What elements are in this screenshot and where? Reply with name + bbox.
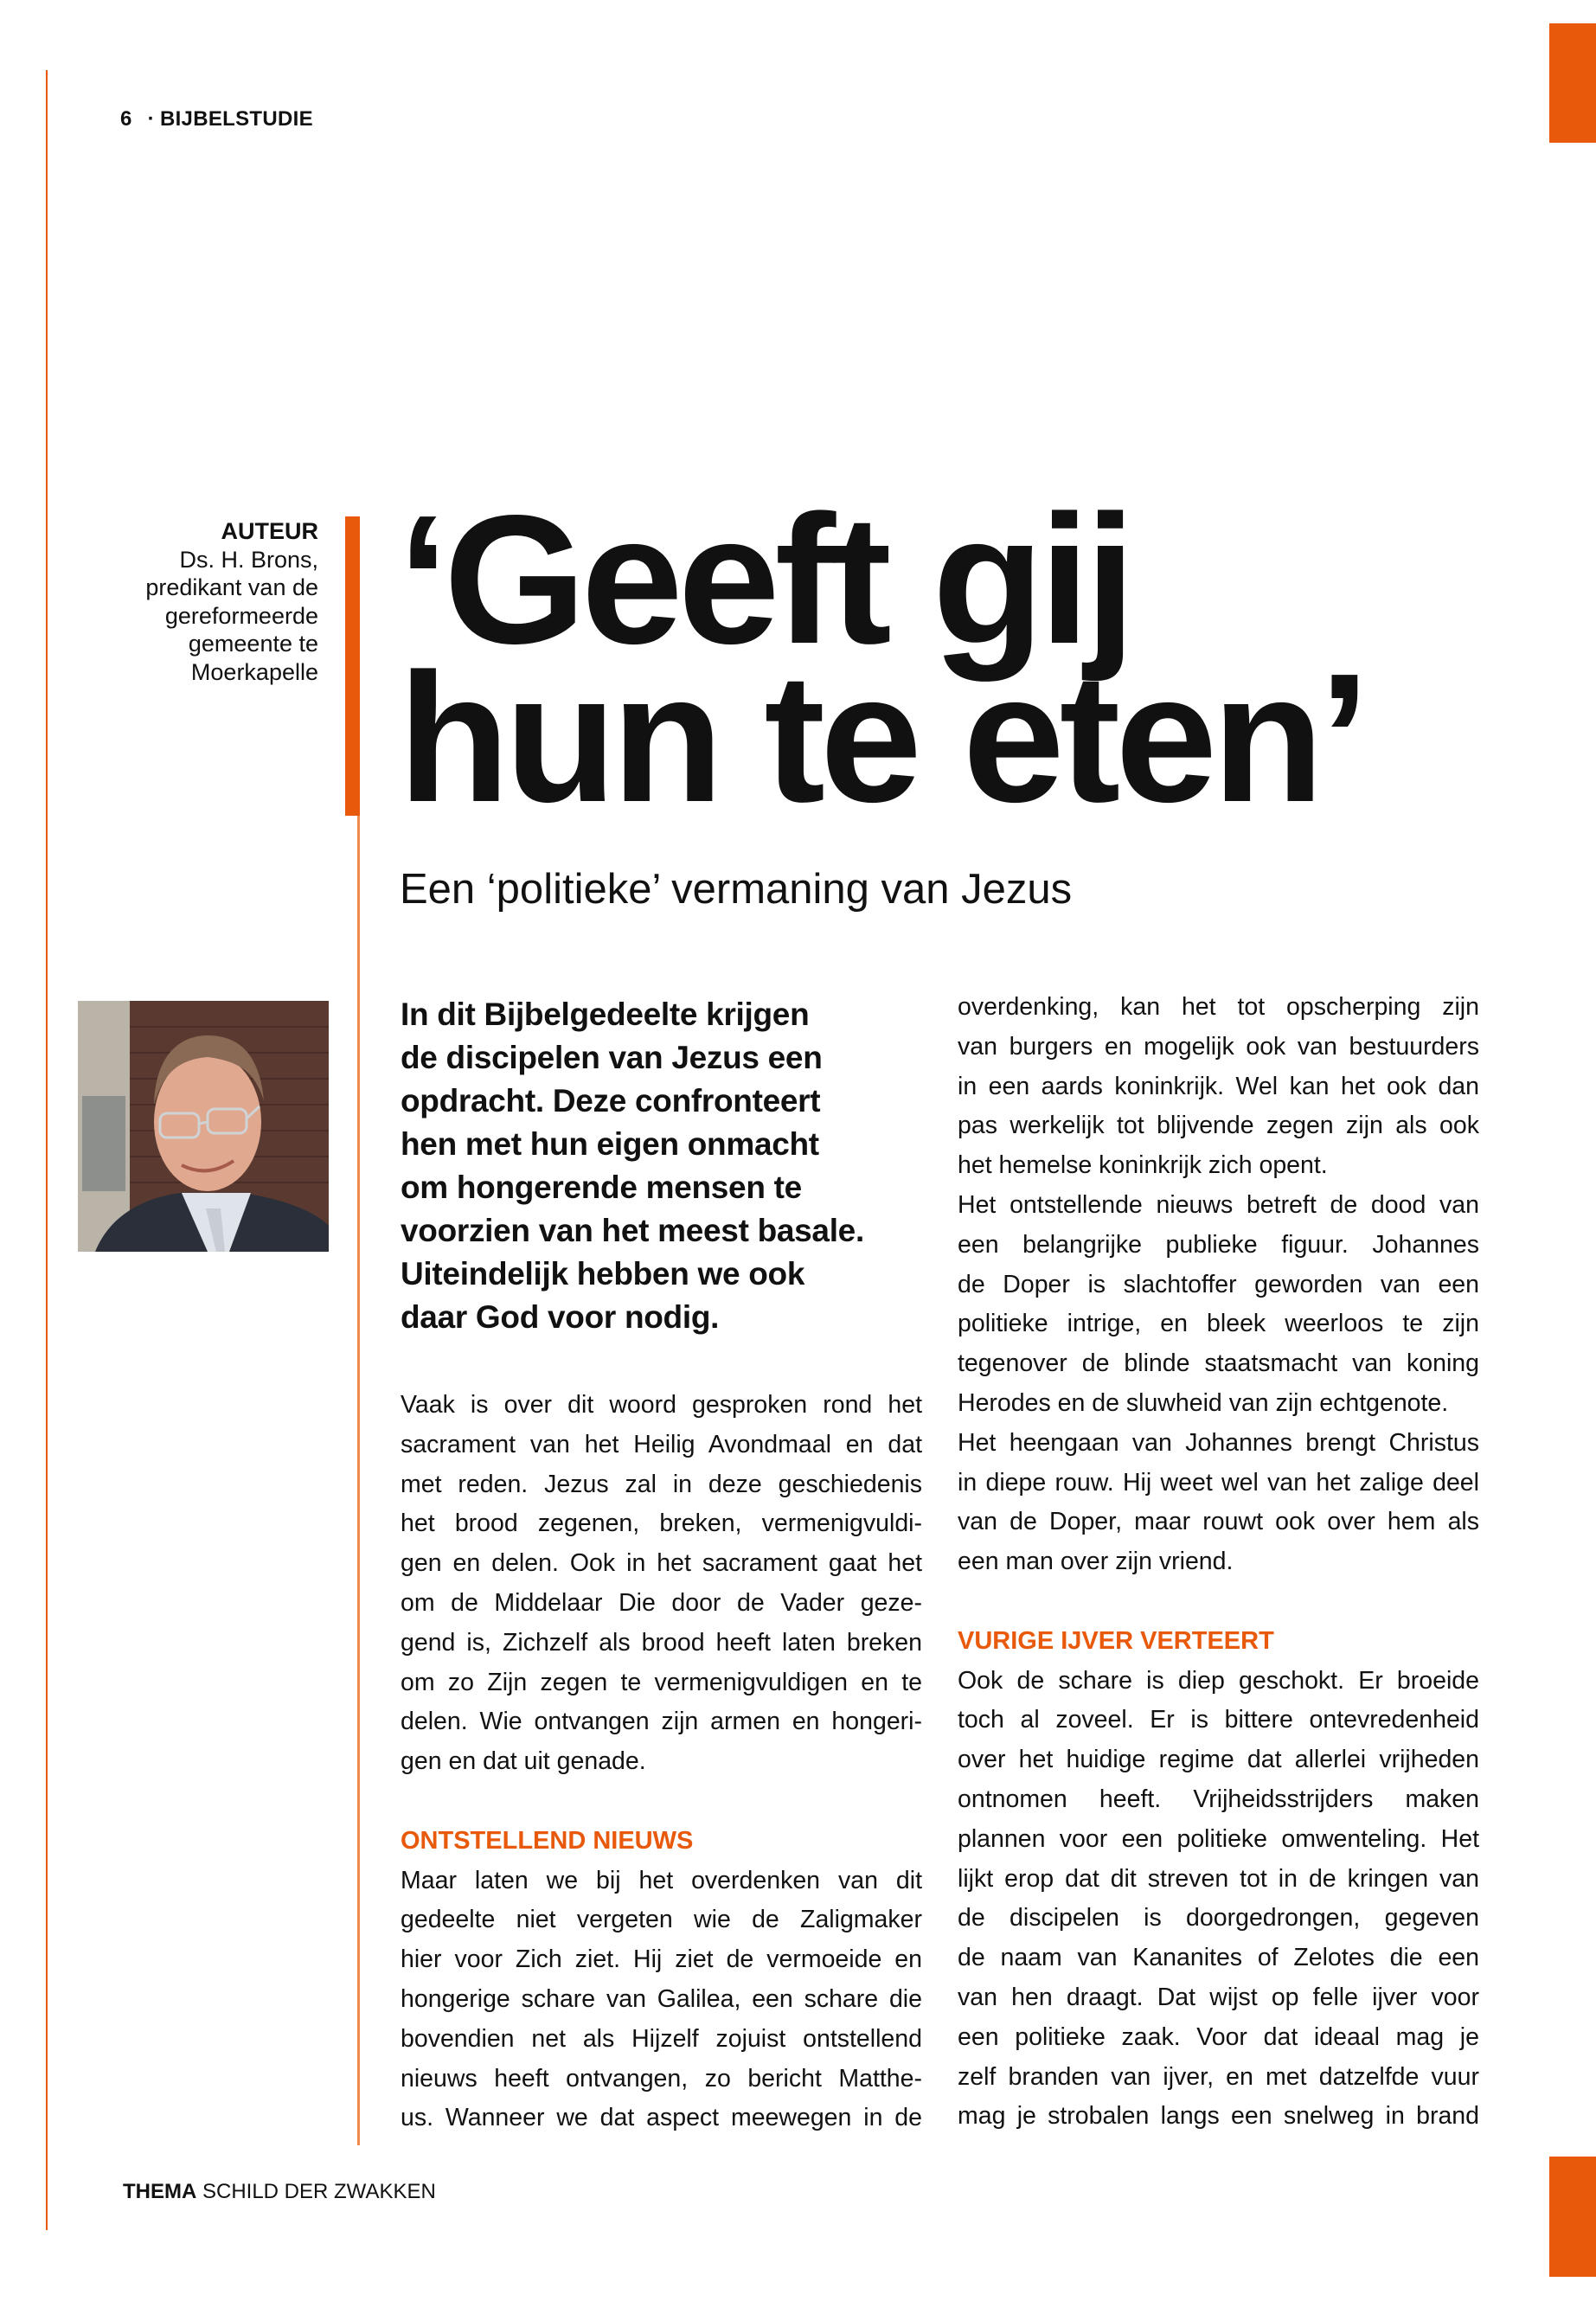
footer-theme: SCHILD DER ZWAKKEN: [196, 2180, 436, 2203]
text-line: plannen voor een politieke omwenteling. Het: [958, 1824, 1479, 1853]
column-rule: [357, 816, 360, 2145]
text-line: tegenover de blinde staatsmacht van koning: [958, 1349, 1479, 1378]
paragraph: [958, 1424, 1479, 1582]
text-line: om de Middelaar Die door de Vader geze-: [401, 1588, 922, 1617]
title-accent-bar: [345, 516, 360, 816]
text-line: ontnomen heeft. Vrijheidsstrijders maken: [958, 1785, 1479, 1813]
text-line: sacrament van het Heilig Avondmaal en dat: [401, 1430, 922, 1458]
text-line: hongerige schare van Galilea, een schare die: [401, 1984, 922, 2013]
text-line: een politieke zaak. Voor dat ideaal mag je: [958, 2022, 1479, 2051]
author-line: Moerkapelle: [190, 658, 318, 685]
footer-magazine: THEMA: [123, 2180, 197, 2203]
text-line: us. Wanneer we dat aspect meewegen in de: [401, 2104, 922, 2132]
text-line: overdenking, kan het tot opscherping zijn: [958, 993, 1479, 1021]
page-margin-rule: [46, 70, 48, 2230]
author-line: Ds. H. Brons,: [179, 546, 318, 573]
body-column-1: [401, 1386, 922, 2138]
section-tab-bottom: [1549, 2157, 1596, 2277]
author-photo: [78, 1001, 329, 1252]
paragraph: [401, 1386, 922, 1782]
text-line: over het huidige regime dat allerlei vrijheden: [958, 1746, 1479, 1774]
text-line: Het heengaan van Johannes brengt Christus: [958, 1428, 1479, 1457]
text-line: Vaak is over dit woord gesproken rond het: [401, 1391, 922, 1419]
lede-line: de discipelen van Jezus een: [401, 1040, 823, 1075]
running-header: [120, 107, 313, 131]
section-name: BIJBELSTUDIE: [159, 107, 313, 131]
author-label: AUTEUR: [221, 518, 318, 544]
text-line: hier voor Zich ziet. Hij ziet de vermoeide en: [401, 1945, 922, 1974]
paragraph: [401, 1862, 922, 2139]
text-line: delen. Wie ontvangen zijn armen en hongeri-: [401, 1708, 922, 1736]
author-block: [145, 517, 318, 686]
page-number: 6: [120, 107, 132, 131]
section-heading: VURIGE IJVER VERTEERT: [958, 1626, 1274, 1655]
text-line: de Doper is slachtoffer geworden van een: [958, 1270, 1479, 1298]
section-heading: ONTSTELLEND NIEUWS: [401, 1826, 694, 1855]
text-line: politieke intrige, en bleek weerloos te zijn: [958, 1310, 1479, 1338]
text-line: mag je strobalen langs een snelweg in brand: [958, 2102, 1479, 2131]
text-line: gedeelte niet vergeten wie de Zaligmaker: [401, 1906, 922, 1934]
article-subtitle: Een ‘politieke’ vermaning van Jezus: [400, 866, 1073, 913]
lede-line: In dit Bijbelgedeelte krijgen: [401, 997, 810, 1032]
text-line: het hemelse koninkrijk zich opent.: [958, 1151, 1328, 1180]
text-line: gen en dat uit genade.: [401, 1747, 646, 1776]
body-column-2: [958, 988, 1479, 2137]
text-line: het brood zegenen, breken, vermenigvuldi-: [401, 1509, 922, 1538]
paragraph: [958, 1186, 1479, 1424]
lede-line: voorzien van het meest basale.: [401, 1213, 864, 1248]
text-line: Herodes en de sluwheid van zijn echtgenote.: [958, 1388, 1449, 1417]
lede-line: daar God voor nodig.: [401, 1299, 720, 1335]
paragraph: [958, 1662, 1479, 2138]
text-line: met reden. Jezus zal in deze geschiedenis: [401, 1470, 922, 1498]
text-line: zelf branden van ijver, en met datzelfde vuur: [958, 2062, 1479, 2091]
title-line: hun te eten’: [398, 635, 1365, 840]
text-line: om zo Zijn zegen te vermenigvuldigen en te: [401, 1668, 922, 1696]
article-lede: [401, 993, 864, 1339]
author-line: predikant van de: [145, 574, 318, 600]
text-line: lijkt erop dat dit streven tot in de kringen van: [958, 1864, 1479, 1893]
text-line: in een aards koninkrijk. Wel kan het ook dan: [958, 1072, 1479, 1100]
text-line: Het ontstellende nieuws betreft de dood van: [958, 1190, 1479, 1219]
author-line: gereformeerde: [164, 602, 318, 629]
text-line: Ook de schare is diep geschokt. Er broeide: [958, 1666, 1479, 1695]
text-line: nieuws heeft ontvangen, zo bericht Matthe-: [401, 2064, 922, 2093]
text-line: van de Doper, maar rouwt ook over hem als: [958, 1508, 1479, 1536]
text-line: van hen draagt. Dat wijst op felle ijver voor: [958, 1983, 1479, 2011]
text-line: Maar laten we bij het overdenken van dit: [401, 1866, 922, 1894]
lede-line: Uiteindelijk hebben we ook: [401, 1256, 805, 1292]
author-line: gemeente te: [188, 631, 318, 657]
text-line: een man over zijn vriend.: [958, 1548, 1234, 1576]
text-line: de naam van Kananites of Zelotes die een: [958, 1944, 1479, 1972]
lede-line: opdracht. Deze confronteert: [401, 1083, 821, 1118]
lede-line: om hongerende mensen te: [401, 1170, 802, 1205]
text-line: bovendien net als Hijzelf zojuist ontstellend: [401, 2024, 922, 2053]
text-line: gen en delen. Ook in het sacrament gaat het: [401, 1549, 922, 1578]
text-line: pas werkelijk tot blijvende zegen zijn als ook: [958, 1112, 1479, 1140]
paragraph: [958, 988, 1479, 1186]
separator: ·: [147, 107, 155, 131]
section-tab-top: [1549, 23, 1596, 143]
article-title: [398, 477, 1365, 840]
page-footer: [123, 2180, 436, 2204]
text-line: de discipelen is doorgedrongen, gegeven: [958, 1904, 1479, 1932]
text-line: van burgers en mogelijk ook van bestuurders: [958, 1032, 1479, 1061]
text-line: toch al zoveel. Er is bittere ontevredenheid: [958, 1706, 1479, 1734]
lede-line: hen met hun eigen onmacht: [401, 1126, 819, 1162]
text-line: gend is, Zichzelf als brood heeft laten breken: [401, 1628, 922, 1657]
text-line: in diepe rouw. Hij weet wel van het zalige deel: [958, 1468, 1479, 1497]
text-line: een belangrijke publieke figuur. Johannes: [958, 1230, 1479, 1259]
title-line: ‘Geeft gij: [398, 477, 1131, 682]
